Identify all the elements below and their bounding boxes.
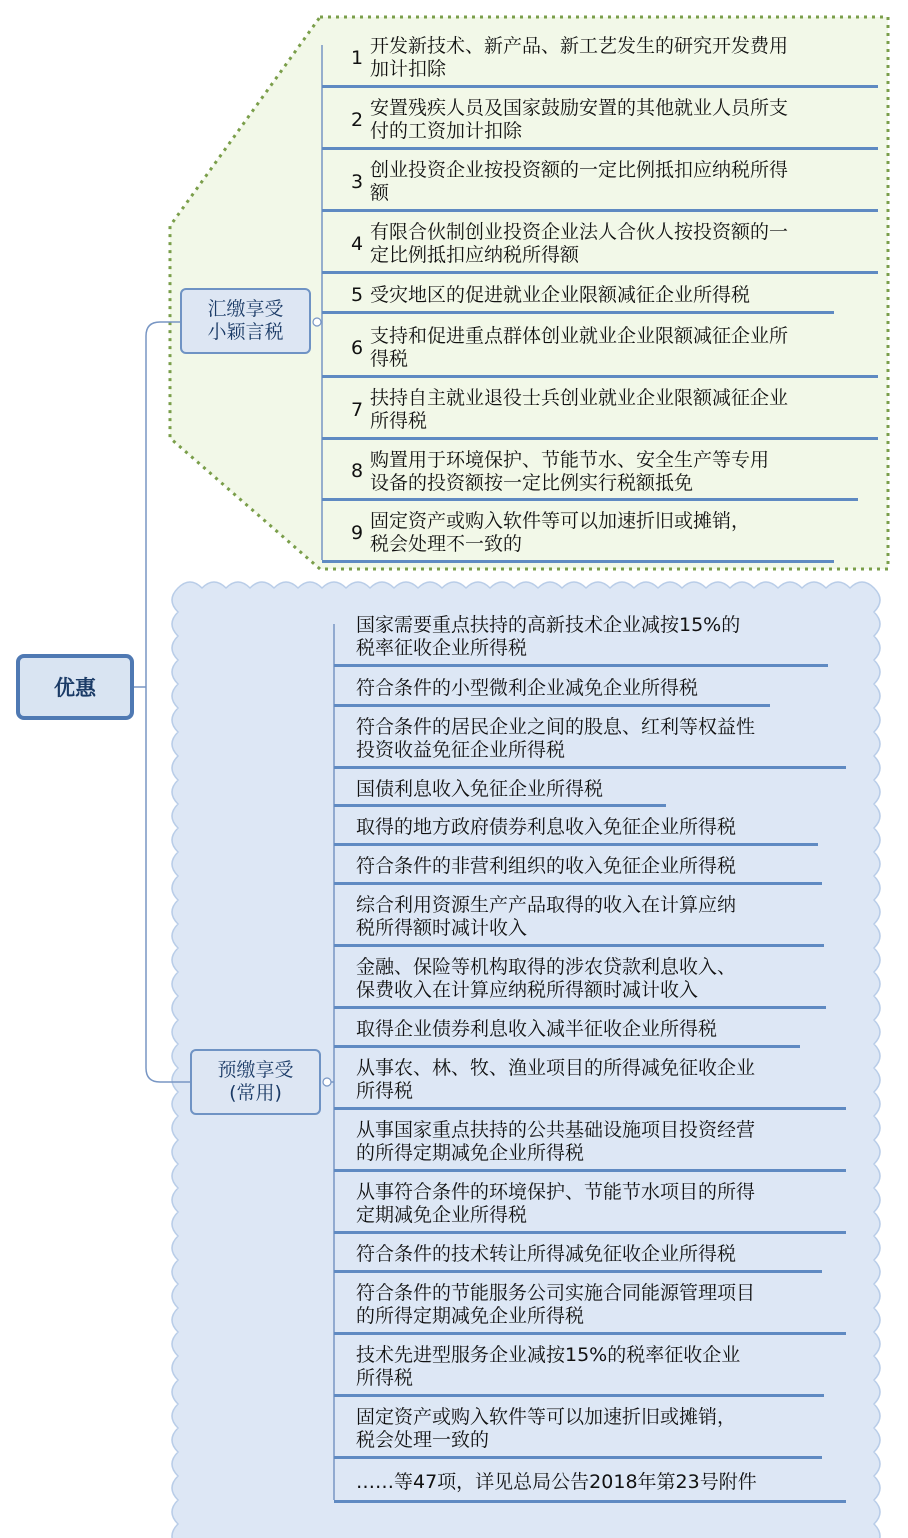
mindmap-item[interactable] (344, 447, 858, 496)
item-text-line1: 有限合伙制创业投资企业法人合伙人按投资额的一 (370, 221, 789, 243)
item-text-line1: 扶持自主就业退役士兵创业就业企业限额减征企业 (370, 387, 789, 409)
item-text-line1: 从事国家重点扶持的公共基础设施项目投资经营 (356, 1119, 756, 1141)
item-underline (322, 147, 878, 150)
item-text (356, 778, 666, 801)
item-text (370, 387, 878, 433)
item-text-line1: 国家需要重点扶持的高新技术企业减按15%的 (356, 614, 741, 636)
branch-label-line2: 小颖言税 (207, 321, 284, 343)
item-underline (334, 766, 846, 769)
item-text (370, 325, 878, 371)
item-underline (334, 1231, 846, 1234)
item-text-line2: 额 (370, 182, 390, 204)
mindmap-item[interactable] (356, 814, 818, 841)
item-underline (334, 1270, 822, 1273)
mindmap-item[interactable] (356, 1466, 846, 1498)
item-text (356, 716, 846, 762)
mindmap-item[interactable] (344, 33, 878, 83)
mindmap-item[interactable] (356, 714, 846, 764)
item-underline (334, 843, 818, 846)
item-text-line2: 得税 (370, 348, 409, 370)
item-underline (334, 882, 822, 885)
item-text (356, 894, 824, 940)
mindmap-item[interactable] (356, 1404, 822, 1454)
item-text-line1: 固定资产或购入软件等可以加速折旧或摊销， (356, 1406, 737, 1428)
item-underline (334, 1394, 824, 1397)
branch-label-line2: (常用) (229, 1082, 282, 1104)
item-text-line1: 符合条件的居民企业之间的股息、红利等权益性 (356, 716, 756, 738)
item-underline (334, 1107, 846, 1110)
mindmap-item[interactable] (344, 219, 878, 269)
item-text (356, 614, 828, 660)
item-text-line2: 所得税 (356, 1367, 414, 1389)
item-underline (322, 498, 858, 501)
item-text-line1: 取得的地方政府债券利息收入免征企业所得税 (356, 816, 737, 838)
mindmap-item[interactable] (344, 508, 834, 558)
item-underline (322, 271, 878, 274)
mindmap-item[interactable] (344, 385, 878, 435)
mindmap-item[interactable] (344, 281, 834, 309)
item-number: 5 (350, 283, 364, 306)
item-text-line1: 符合条件的技术转让所得减免征收企业所得税 (356, 1243, 737, 1265)
item-text-line1: 取得企业债券利息收入减半征收企业所得税 (356, 1018, 718, 1040)
item-underline (322, 209, 878, 212)
item-text (356, 855, 822, 878)
item-number: 8 (350, 460, 364, 482)
item-text-line1: 技术先进型服务企业减按15%的税率征收企业 (356, 1344, 741, 1366)
mindmap-item[interactable] (344, 323, 878, 373)
item-text-line2: 的所得定期减免企业所得税 (356, 1305, 585, 1327)
item-text (356, 1181, 846, 1227)
item-text-line2: 税会处理不一致的 (370, 533, 523, 555)
item-text-line2: 税会处理一致的 (356, 1429, 490, 1451)
item-underline (322, 311, 834, 314)
item-text (356, 816, 818, 839)
item-text-line1: 符合条件的非营利组织的收入免征企业所得税 (356, 855, 737, 877)
item-number: 1 (350, 46, 364, 69)
item-text-line1: 安置残疾人员及国家鼓励安置的其他就业人员所支 (370, 97, 789, 119)
item-underline (334, 804, 666, 807)
item-text-line2: 定期减免企业所得税 (356, 1204, 528, 1226)
item-text (356, 1344, 824, 1390)
item-text-line1: 固定资产或购入软件等可以加速折旧或摊销， (370, 510, 751, 532)
item-underline (334, 1332, 846, 1335)
mindmap-item[interactable] (356, 1280, 846, 1330)
mindmap-item[interactable] (356, 892, 824, 942)
branch-node-huijiao[interactable] (180, 288, 311, 354)
item-text (370, 35, 878, 81)
item-text-line1: 符合条件的小型微利企业减免企业所得税 (356, 676, 699, 699)
item-text-line2: 保费收入在计算应纳税所得额时减计收入 (356, 979, 699, 1001)
item-text (356, 1282, 846, 1328)
mindmap-item[interactable] (356, 674, 770, 702)
item-underline (322, 437, 878, 440)
item-underline (322, 560, 834, 563)
item-underline (334, 1045, 800, 1048)
item-text-line1: 金融、保险等机构取得的涉农贷款利息收入、 (356, 956, 737, 978)
mindmap-item[interactable] (356, 1342, 824, 1392)
item-text-line1: 从事符合条件的环境保护、节能节水项目的所得 (356, 1181, 756, 1203)
item-text-line2: 设备的投资额按一定比例实行税额抵免 (370, 471, 694, 494)
item-text-line1: 从事农、林、牧、渔业项目的所得减免征收企业 (356, 1057, 756, 1079)
collapse-dot-icon[interactable] (313, 318, 321, 326)
item-text-line2: 所得税 (370, 410, 428, 432)
item-text-line1: 支持和促进重点群体创业就业企业限额减征企业所 (370, 325, 789, 347)
item-text-line1: ……等47项，详见总局公告2018年第23号附件 (356, 1470, 757, 1493)
item-underline (334, 1500, 846, 1503)
item-number: 3 (350, 170, 364, 193)
item-underline (334, 1006, 826, 1009)
collapse-dot-icon[interactable] (323, 1078, 331, 1086)
item-text (370, 510, 834, 556)
item-text (356, 1406, 822, 1452)
item-text (356, 1018, 800, 1041)
item-underline (322, 85, 878, 88)
item-text-line2: 所得税 (356, 1080, 414, 1102)
item-text-line2: 加计扣除 (370, 58, 447, 80)
item-text-line1: 创业投资企业按投资额的一定比例抵扣应纳税所得 (370, 159, 789, 181)
mindmap-item[interactable] (356, 954, 826, 1004)
item-number: 4 (350, 232, 364, 255)
branch-node-yujiao[interactable] (190, 1049, 321, 1115)
mindmap-item[interactable] (356, 612, 828, 662)
item-text-line2: 定比例抵扣应纳税所得额 (370, 244, 580, 266)
item-text-line2: 税率征收企业所得税 (356, 637, 528, 659)
item-text-line1: 开发新技术、新产品、新工艺发生的研究开发费用 (370, 35, 789, 57)
item-text (356, 677, 770, 700)
item-text-line1: 购置用于环境保护、节能节水、安全生产等专用 (370, 448, 770, 471)
mindmap-item[interactable] (356, 1179, 846, 1229)
mindmap-item[interactable] (344, 95, 878, 145)
item-text-line1: 受灾地区的促进就业企业限额减征企业所得税 (370, 283, 751, 306)
item-text-line1: 符合条件的节能服务公司实施合同能源管理项目 (356, 1282, 756, 1304)
item-text (370, 284, 834, 307)
branch-label-line1: 汇缴享受 (207, 298, 284, 320)
item-underline (334, 944, 824, 947)
item-underline (322, 375, 878, 378)
mindmap-item[interactable] (356, 776, 666, 802)
item-text (356, 1243, 822, 1266)
item-text-line2: 税所得额时减计收入 (356, 917, 528, 939)
item-text-line1: 国债利息收入免征企业所得税 (356, 777, 604, 800)
mindmap-item[interactable] (356, 1055, 846, 1105)
item-underline (334, 664, 828, 667)
item-underline (334, 704, 770, 707)
item-text-line2: 投资收益免征企业所得税 (356, 739, 566, 761)
item-number: 9 (350, 521, 364, 544)
item-underline (334, 1456, 822, 1459)
item-text-line1: 综合利用资源生产产品取得的收入在计算应纳 (356, 894, 737, 916)
mindmap-item[interactable] (356, 853, 822, 880)
item-text (356, 1119, 846, 1165)
root-label: 优惠 (54, 676, 96, 700)
item-number: 6 (350, 336, 364, 359)
item-text (356, 1471, 846, 1494)
item-text (356, 1057, 846, 1103)
item-text (370, 159, 878, 205)
item-text (370, 449, 858, 495)
item-text (356, 956, 826, 1002)
mindmap-item[interactable] (344, 157, 878, 207)
mindmap-item[interactable] (356, 1016, 800, 1043)
item-number: 7 (350, 398, 364, 421)
item-text-line2: 付的工资加计扣除 (370, 120, 523, 142)
mindmap-item[interactable] (356, 1241, 822, 1268)
item-text (370, 221, 878, 267)
branch-label-line1: 预缴享受 (217, 1059, 294, 1081)
item-underline (334, 1169, 846, 1172)
item-text-line2: 的所得定期减免企业所得税 (356, 1142, 585, 1164)
mindmap-item[interactable] (356, 1117, 846, 1167)
item-number: 2 (350, 108, 364, 131)
root-node-youhui[interactable] (16, 654, 134, 720)
item-text (370, 97, 878, 143)
